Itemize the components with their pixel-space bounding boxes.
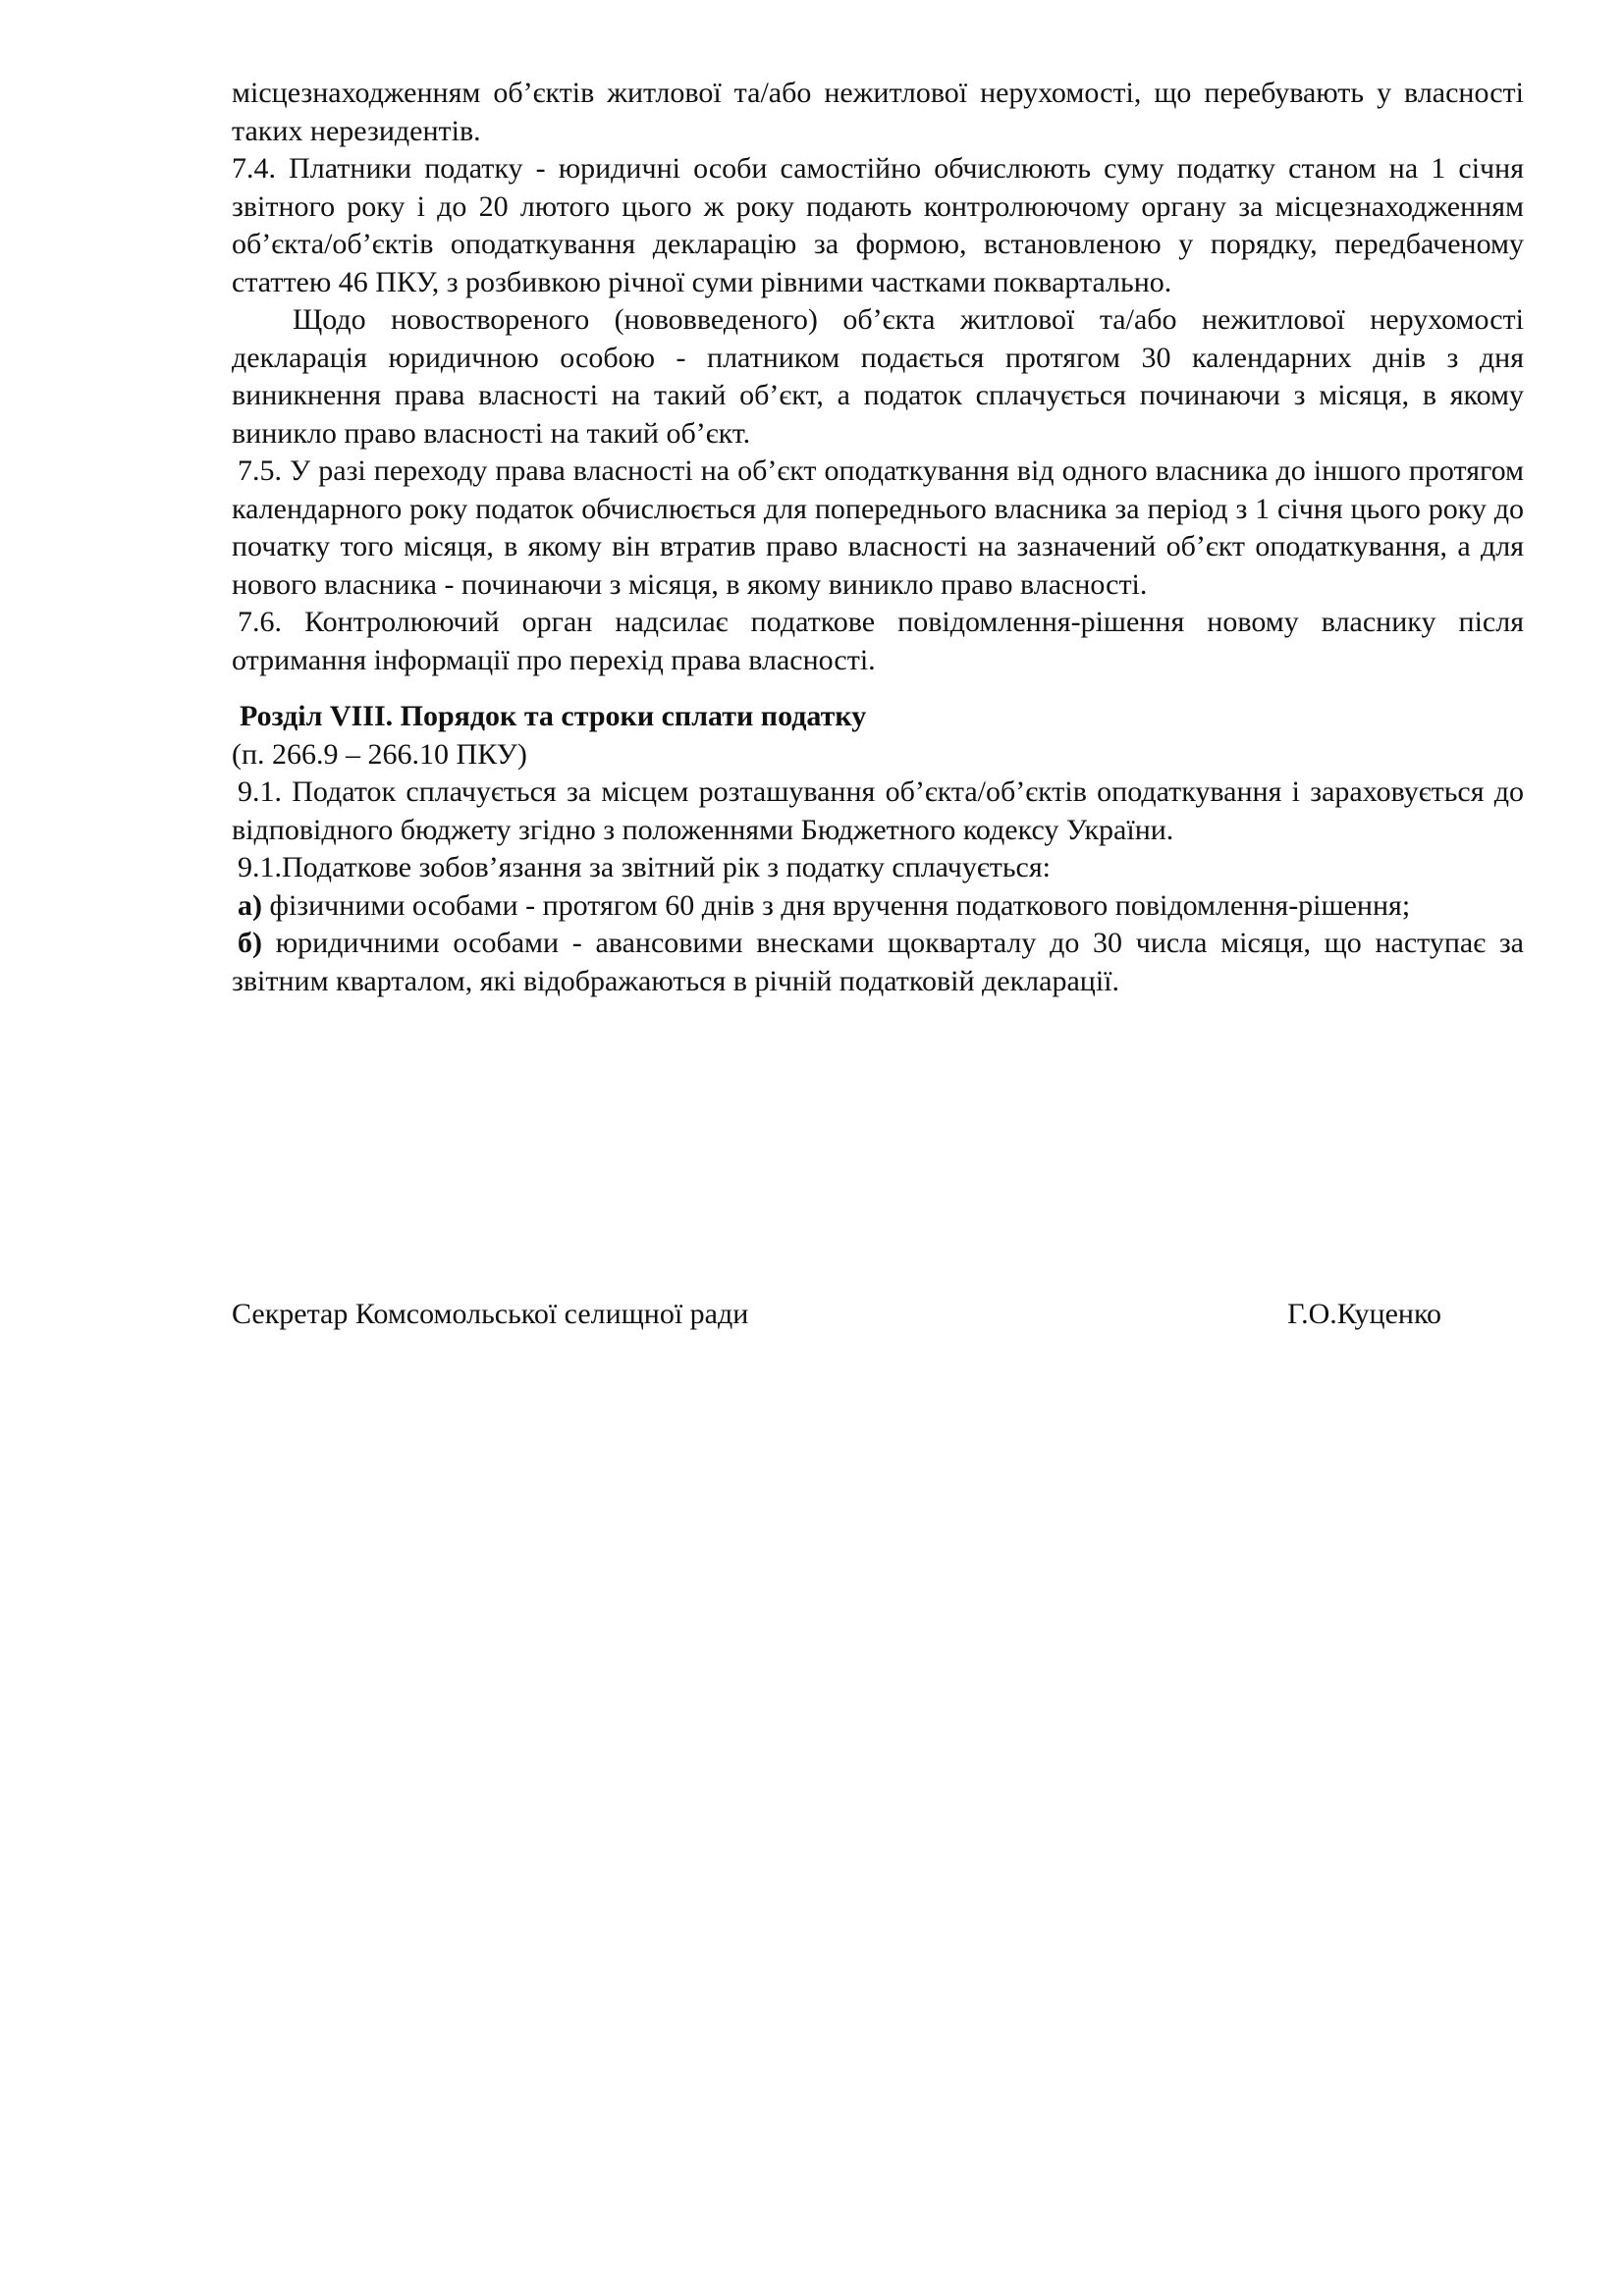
list-text-b: юридичними особами - авансовими внесками щокварталу до 30 числа місяця, що наступає за звітним кварталом, які відображаються в річній податковій декларації. (232, 927, 1524, 997)
signature-name: Г.О.Куценко (1287, 1298, 1441, 1330)
list-marker-b: б) (238, 927, 262, 959)
list-item-b (232, 925, 1524, 1000)
list-item-a (232, 887, 1524, 926)
paragraph-9-1: 9.1. Податок сплачується за місцем розташування об’єкта/об’єктів оподаткування і зараховується до відповідного бюджету згідно з положеннями Бюджетного кодексу України. (232, 775, 1524, 846)
list-marker-a: а) (238, 888, 262, 922)
paragraph-7-5: 7.5. У разі переходу права власності на об’єкт оподаткування від одного власника до іншого протягом календарного року податок обчислюється для попереднього власника за період з 1 січня цього року до початку того місяця, в якому він втратив право власності на зазначений об’єкт оподаткування, а для нового власника - починаючи з місяця, в якому виникло право власності. (232, 454, 1524, 601)
signature-position: Секретар Комсомольської селищної ради (232, 1298, 749, 1330)
list-text-a: фізичними особами - протягом 60 днів з дня вручення податкового повідомлення-рішення; (262, 888, 1411, 922)
section-reference: (п. 266.9 – 266.10 ПКУ) (232, 737, 527, 771)
paragraph-9-1-obligation: 9.1.Податкове зобов’язання за звітний рік з податку сплачується: (238, 851, 1052, 883)
paragraph-7-6: 7.6. Контролюючий орган надсилає податкове повідомлення-рішення новому власнику після отримання інформації про перехід права власності. (232, 606, 1524, 676)
paragraph-continuation: місцезнаходженням об’єктів житлової та/або нежитлової нерухомості, що перебувають у власності таких нерезидентів. (232, 77, 1524, 147)
paragraph-7-4: 7.4. Платники податку - юридичні особи самостійно обчислюють суму податку станом на 1 січня звітного року і до 20 лютого цього ж року подають контролюючому органу за місцезнаходженням об’єкта/об’єктів оподаткування декларацію за формою, встановленою у порядку, передбаченому статтею 46 ПКУ, з розбивкою річної суми рівними частками поквартально. (232, 152, 1524, 298)
paragraph-7-4-new-object: Щодо новоствореного (нововведеного) об’єкта житлової та/або нежитлової нерухомості декларація юридичною особою - платником подається протягом 30 календарних днів з дня виникнення права власності на такий об’єкт, а податок сплачується починаючи з місяця, в якому виникло право власності на такий об’єкт. (232, 303, 1524, 450)
document-body (232, 75, 1524, 1000)
section-title: Розділ VIII. Порядок та строки сплати податку (240, 700, 867, 732)
signature-block (232, 1296, 1441, 1333)
